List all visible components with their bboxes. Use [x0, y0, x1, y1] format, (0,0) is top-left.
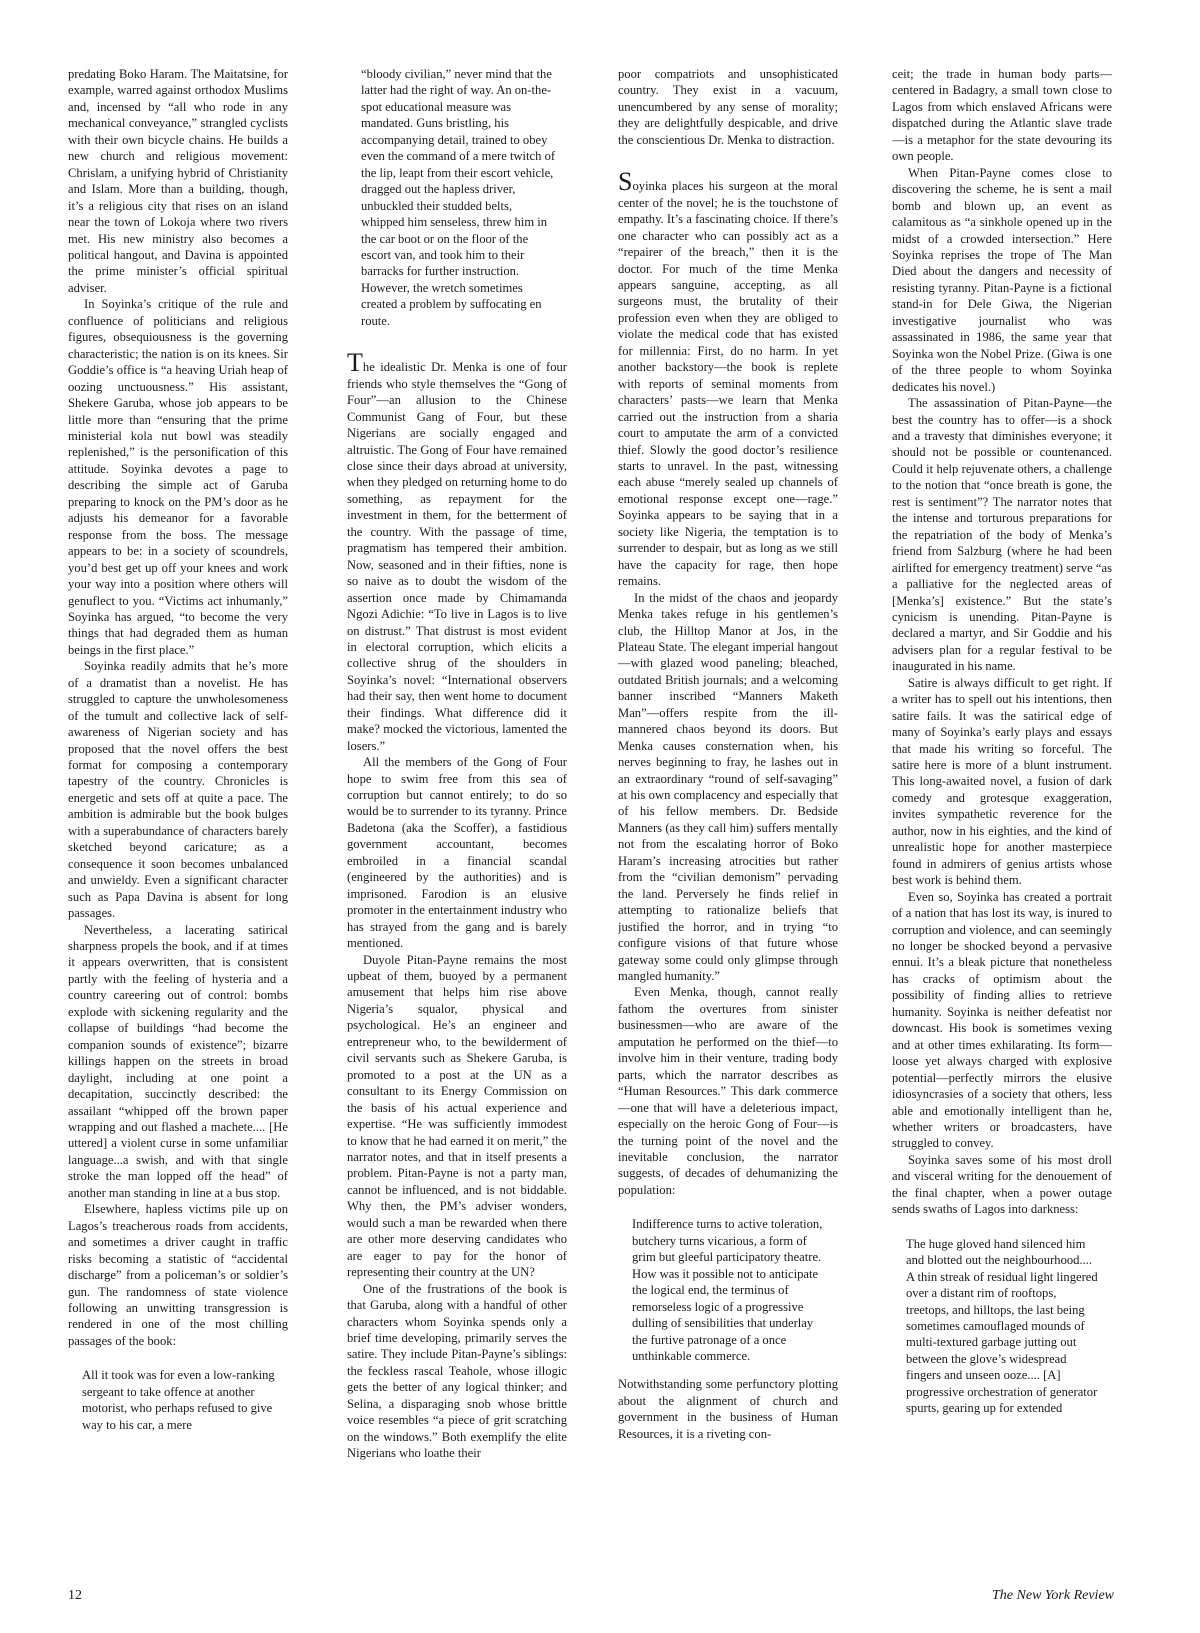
block-quote: Indifference turns to active toleration, butchery turns vicarious, a form of grim but gleeful participatory theatre. How was it possible not to anticipate the logical end, the terminus of remorseless logic of a progressive dulling of sensibilities that underlay the furtive patronage of a once unthinkable commerce.	[632, 1217, 823, 1363]
body-paragraph: Nevertheless, a lacerating satirical sharpness propels the book, and if at times it appears overwritten, that is consistent partly with the feeling of hysteria and a country careering out of control: bombs explode with sickening regularity and the collapse of buildings “had become the companion sounds of existence”; bizarre killings happen on the streets in broad daylight, including at one point a decapitation, succinctly described: the assailant “whipped off the brown paper wrapping and out flashed a machete.... [He uttered] a violent curse in some unfamiliar language...a swish, and with that single stroke the man lopped off the head” of another man standing in line at a bus stop.	[68, 922, 288, 1200]
drop-cap-letter: S	[618, 167, 633, 197]
body-paragraph: Duyole Pitan-Payne remains the most upbeat of them, buoyed by a permanent amusement that helps him rise above Nigeria’s squalor, physical and psychological. He’s an engineer and entrepreneur who, to the bewilderment of civil servants such as Shekere Garuba, is promoted to a post at the UN as a consultant to its Energy Commission on the basis of his actual experience and expertise. “He was sufficiently immodest to know that he had earned it on merit,” the narrator notes, and that in itself presents a problem. Pitan-Payne is not a party man, cannot be influenced, and is not biddable. Why then, the PM’s adviser wonders, would such a man be rewarded when there are other more deserving candidates who are eager to pay for the honor of representing their country at the UN?	[347, 952, 567, 1280]
section-paragraph	[347, 348, 567, 754]
body-paragraph: predating Boko Haram. The Maitatsine, for example, warred against orthodox Muslims and, incensed by “all who rode in any mechanical conveyance,” strangled cyclists with their own bicycle chains. He builds a new church and religious movement: Chrislam, a unifying hybrid of Christianity and Islam. More than a building, though, it’s a religious city that rises on an island near the town of Lokoja where two rivers met. His new ministry also becomes a political hangout, and Davina is appointed the prime minister’s official spiritual adviser.	[68, 67, 288, 295]
text-column-1	[68, 66, 288, 1566]
body-paragraph: Elsewhere, hapless victims pile up on Lagos’s treacherous roads from accidents, and sometimes a driver caught in traffic risks becoming a statistic of “accidental discharge” from a policeman’s or soldier’s gun. The randomness of state violence following an unwitting transgression is rendered in one of the most chilling passages of the book:	[68, 1202, 288, 1348]
body-paragraph: Notwithstanding some perfunctory plotting about the alignment of church and government in the business of Human Resources, it is a riveting con-	[618, 1377, 838, 1441]
body-paragraph: poor compatriots and unsophisticated country. They exist in a vacuum, unencumbered by any sense of morality; they are delightfully despicable, and drive the conscientious Dr. Menka to distraction.	[618, 67, 838, 147]
body-paragraph: One of the frustrations of the book is that Garuba, along with a handful of other characters whom Soyinka spends only a brief time developing, primarily serves the satire. They include Pitan-Payne’s siblings: the feckless rascal Teahole, whose illogic gets the better of any logical thinker; and Selina, a disparaging snob whose brittle voice resembles “a piece of grit scratching on the windows.” Both exemplify the elite Nigerians who loathe their	[347, 1281, 567, 1461]
body-paragraph: All the members of the Gong of Four hope to swim free from this sea of corruption but cannot entirely; to do so would be to surrender to its tyranny. Prince Badetona (aka the Scoffer), a fastidious government accountant, becomes embroiled in a financial scandal (engineered by the authorities) and is imprisoned. Farodion is an elusive promoter in the entertainment industry who has strayed from the gang and is barely mentioned.	[347, 755, 567, 951]
drop-cap-letter: T	[347, 348, 363, 378]
body-paragraph: In Soyinka’s critique of the rule and confluence of politicians and religious figures, obsequiousness is the governing characteristic; the nation is on its knees. Sir Goddie’s office is “a heaving Uriah heap of oozing unctuousness.” His assistant, Shekere Garuba, whose job appears to be little more than “ensuring that the prime ministerial kola nut bowl was steadily replenished,” is the personification of this attitude. Soyinka devotes a page to describing the simple act of Garuba preparing to knock on the PM’s door as he adjusts his demeanor for a favorable response from the boss. The message appears to be: in a society of scoundrels, you’d best get up off your knees and work your way into a position where others will genuflect to you. “Victims act inhumanly,” Soyinka has argued, “to become the very things that had degraded them as human beings in the first place.”	[68, 297, 288, 657]
text-column-2	[347, 66, 567, 1566]
body-paragraph: The assassination of Pitan-Payne—the best the country has to offer—is a shock and a travesty that diminishes everyone; it should not be possible or countenanced. Could it help rejuvenate others, a challenge to the notion that “once breath is gone, the rest is sentiment”? The narrator notes that the intense and torturous preparations for the repatriation of the body of Menka’s friend from Salzburg (where he had been airlifted for emergency treatment) serve “as a palliative for the neglected areas of [Menka’s] existence.” But the state’s cynicism is unending. Pitan-Payne is declared a martyr, and Sir Goddie and his advisers plan for a regular festival to be inaugurated in his name.	[892, 396, 1112, 674]
publication-name: The New York Review	[992, 1588, 1114, 1603]
block-quote: The huge gloved hand silenced him and blotted out the neighbourhood.... A thin streak of residual light lingered over a distant rim of rooftops, treetops, and hilltops, the last being sometimes camouflaged mounds of multi-textured garbage jutting out between the glove’s widespread fingers and unseen ooze.... [A] progressive orchestration of generator spurts, gearing up for extended	[906, 1236, 1098, 1416]
text-column-4	[892, 66, 1112, 1566]
paragraph-text: oyinka places his surgeon at the moral center of the novel; he is the touchstone of empathy. It’s a fascinating choice. If there’s one character who can possibly act as a “repairer of the breach,” then it is the doctor. For much of the time Menka appears sanguine, accepting, as all surgeons must, the brutality of their profession even when they are obliged to violate the medical code that has existed for millennia: First, do no harm. In yet another backstory—the book is replete with reports of seminal moments from characters’ pasts—we learn that Menka carried out the instruction from a sharia court to amputate the arm of a convicted thief. Slowly the good doctor’s resilience starts to unravel. In the past, witnessing each abuse “merely sealed up channels of emotional response except one—rage.” Soyinka appears to be saying that in a society like Nigeria, the temptation is to surrender to despair, but as long as we still have the capacity for rage, then hope remains.	[618, 179, 838, 589]
body-paragraph: Soyinka readily admits that he’s more of a dramatist than a novelist. He has struggled to capture the unwholesomeness of the tumult and collective lack of self-awareness of Nigerian society and has proposed that the novel offers the best format for composing a contemporary tapestry of the country. Chronicles is energetic and sets off at quite a pace. The ambition is admirable but the book bulges with a superabundance of characters barely sketched beyond caricature; as a consequence it soon becomes unbalanced and unwieldy. Even a significant character such as Papa Davina is absent for long passages.	[68, 659, 288, 921]
body-paragraph: ceit; the trade in human body parts—centered in Badagry, a small town close to Lagos from which enslaved Africans were dispatched during the Atlantic slave trade—is a metaphor for the state devouring its own people.	[892, 67, 1112, 164]
block-quote: All it took was for even a low-ranking sergeant to take offence at another motorist, who perhaps refused to give way to his car, a mere	[82, 1368, 275, 1432]
text-column-3	[618, 66, 838, 1566]
section-paragraph	[618, 167, 838, 589]
body-paragraph: In the midst of the chaos and jeopardy Menka takes refuge in his gentlemen’s club, the Hilltop Manor at Jos, in the Plateau State. The elegant imperial hangout—with glazed wood paneling; bleached, outdated British journals; and a welcoming banner inscribed “Manners Maketh Man”—offers respite from the ill-mannered chaos beyond its doors. But Menka causes consternation when, his nerves beginning to fray, he lashes out in an extraordinary “round of self-savaging” at his own complacency and especially that of his fellow members. Dr. Bedside Manners (as they call him) suffers mentally not from the escalating horror of Boko Haram’s increasing atrocities but rather from the “civilian demonism” pervading the land. Perversely he finds relief in attempting to rationalize beliefs that justified the horror, and in trying “to configure visions of that future whose gateway some could only glimpse through mangled humanity.”	[618, 590, 838, 984]
body-paragraph: Soyinka saves some of his most droll and visceral writing for the denouement of the final chapter, when a power outage sends swaths of Lagos into darkness:	[892, 1152, 1112, 1217]
page-number: 12	[68, 1588, 82, 1603]
body-paragraph: Even so, Soyinka has created a portrait of a nation that has lost its way, is inured to corruption and violence, and can seemingly no longer be shocked beyond a pervasive ennui. It’s a bleak picture that nonetheless has cracks of optimism about the possibility of finding allies to retrieve humanity. Soyinka is neither defeatist nor downcast. His book is sometimes vexing and at other times exhilarating. Its form—loose yet always charged with explosive potential—perfectly mirrors the elusive idiosyncrasies of a society that others, less able and emotionally intelligent than he, whether writers or broadcasters, have struggled to convey.	[892, 889, 1112, 1151]
body-paragraph: Satire is always difficult to get right. If a writer has to spell out his intentions, then satire fails. It was the satirical edge of many of Soyinka’s early plays and essays that made his writing so forceful. The satire here is more of a blunt instrument. This long-awaited novel, a fusion of dark comedy and grotesque exaggeration, invites sympathetic reverence for the author, now in his eighties, and the kind of unrealistic hope for another masterpiece found in admirers of genius artists whose best work is behind them.	[892, 675, 1112, 888]
body-paragraph: When Pitan-Payne comes close to discovering the scheme, he is sent a mail bomb and blown up, an event as calamitous as “a sinkhole opened up in the midst of a crowded intersection.” Here Soyinka reprises the trope of The Man Died about the dangers and necessity of resisting tyranny. Pitan-Payne is a fictional stand-in for Dele Giwa, the Nigerian investigative journalist who was assassinated in 1986, the same year that Soyinka won the Nobel Prize. (Giwa is one of the three people to whom Soyinka dedicates his novel.)	[892, 165, 1112, 394]
paragraph-text: he idealistic Dr. Menka is one of four friends who style themselves the “Gong of Four”—an allusion to the Chinese Communist Gang of Four, but these Nigerians are socially engaged and altruistic. The Gong of Four have remained close since their days abroad at university, when they pledged on returning home to do something, as repayment for the investment in them, for the betterment of the country. With the passage of time, pragmatism has tempered their ambition. Now, seasoned and in their fifties, none is so naive as to doubt the wisdom of the assertion once made by Chimamanda Ngozi Adichie: “To live in Lagos is to live on distrust.” That distrust is most evident in electoral corruption, which elicits a collective shrug of the shoulders in Soyinka’s novel: “International observers had their say, then went home to document their findings. What difference did it make? mocked the victorious, lamented the losers.”	[347, 360, 567, 753]
body-paragraph: Even Menka, though, cannot really fathom the overtures from sinister businessmen—who are aware of the amputation he performed on the thief—to involve him in their venture, trading body parts, which the narrator describes as “Human Resources.” This dark commerce—one that will have a deleterious impact, especially on the heroic Gong of Four—is the turning point of the novel and the inevitable conclusion, the narrator suggests, of decades of dehumanizing the population:	[618, 985, 838, 1197]
block-quote: “bloody civilian,” never mind that the latter had the right of way. An on-the-spot educational measure was mandated. Guns bristling, his accompanying detail, trained to obey even the command of a mere twitch of the lip, leapt from their escort vehicle, dragged out the hapless driver, unbuckled their studded belts, whipped him senseless, threw him in the car boot or on the floor of the escort van, and took him to their barracks for further instruction. However, the wretch sometimes created a problem by suffocating en route.	[361, 67, 556, 328]
